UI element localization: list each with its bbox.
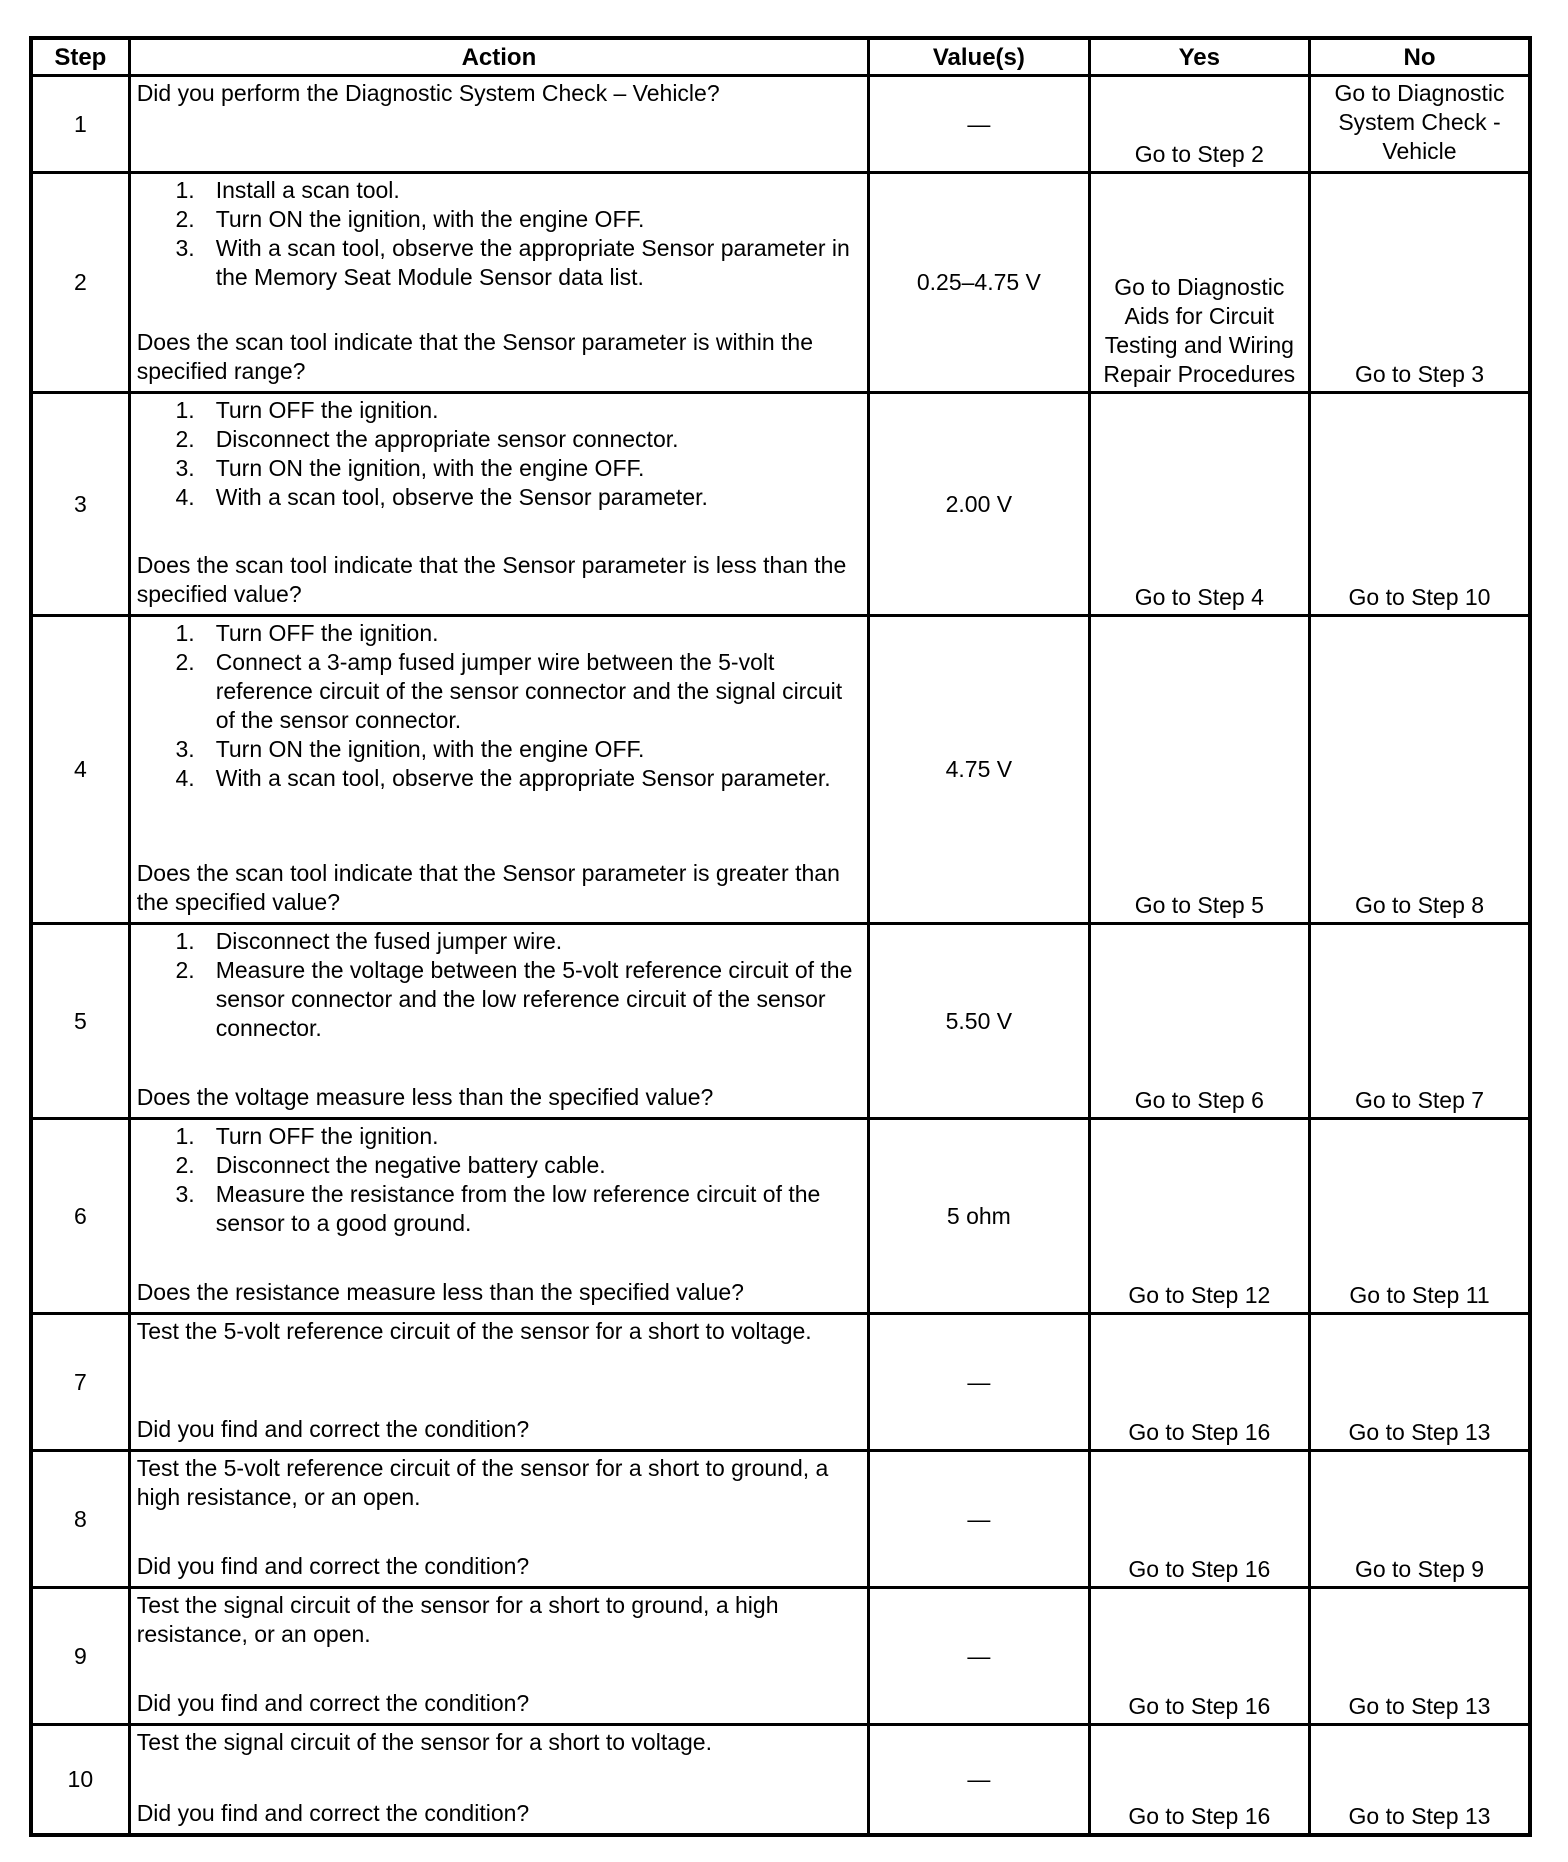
step-number: 10	[31, 1725, 129, 1835]
table-row	[31, 1725, 1530, 1835]
action-intro: Test the signal circuit of the sensor for a short to ground, a high resistance, or an open.	[136, 1592, 779, 1647]
substep-number: 3.	[175, 455, 195, 481]
header-row	[31, 38, 1530, 76]
substep-list	[137, 619, 861, 793]
substep-text: Turn OFF the ignition.	[215, 1123, 439, 1149]
substep-list	[137, 927, 861, 1043]
value-cell: —	[869, 1725, 1089, 1835]
action-question: Does the scan tool indicate that the Sensor parameter is greater than the specified value?	[136, 860, 840, 915]
no-action: Go to Step 13	[1310, 1588, 1530, 1725]
substep-item	[137, 425, 861, 454]
step-number: 8	[31, 1451, 129, 1588]
value-cell: —	[869, 1314, 1089, 1451]
value-cell: —	[869, 1451, 1089, 1588]
action-cell	[129, 924, 868, 1119]
no-action: Go to Step 13	[1310, 1725, 1530, 1835]
substep-item	[137, 1180, 861, 1238]
action-cell	[129, 1451, 868, 1588]
substep-number: 4.	[175, 765, 195, 791]
diagnostic-table	[29, 36, 1532, 1837]
table-row	[31, 1451, 1530, 1588]
table-row	[31, 924, 1530, 1119]
yes-action: Go to Step 16	[1089, 1725, 1309, 1835]
action-question: Did you find and correct the condition?	[136, 1800, 530, 1826]
yes-action: Go to Step 2	[1089, 76, 1309, 173]
table-row	[31, 1314, 1530, 1451]
no-action: Go to Diagnostic System Check - Vehicle	[1310, 76, 1530, 173]
value-cell: 2.00 V	[869, 393, 1089, 616]
action-intro: Test the signal circuit of the sensor for a short to voltage.	[136, 1729, 712, 1755]
substep-item	[137, 483, 861, 512]
table-row	[31, 616, 1530, 924]
header-values: Value(s)	[869, 38, 1089, 76]
table-row	[31, 1588, 1530, 1725]
substep-number: 1.	[175, 928, 195, 954]
yes-action: Go to Step 16	[1089, 1588, 1309, 1725]
substep-number: 1.	[175, 620, 195, 646]
substep-number: 1.	[175, 177, 195, 203]
substep-item	[137, 619, 861, 648]
value-cell: 4.75 V	[869, 616, 1089, 924]
table-row	[31, 1119, 1530, 1314]
no-action: Go to Step 9	[1310, 1451, 1530, 1588]
step-number: 6	[31, 1119, 129, 1314]
step-number: 1	[31, 76, 129, 173]
step-number: 3	[31, 393, 129, 616]
yes-action: Go to Diagnostic Aids for Circuit Testing and Wiring Repair Procedures	[1089, 173, 1309, 393]
substep-text: With a scan tool, observe the appropriate Sensor parameter in the Memory Seat Module Sensor data list.	[215, 235, 850, 290]
table-body	[31, 76, 1530, 1835]
no-action: Go to Step 8	[1310, 616, 1530, 924]
action-cell	[129, 1119, 868, 1314]
yes-action: Go to Step 12	[1089, 1119, 1309, 1314]
step-number: 4	[31, 616, 129, 924]
substep-text: Turn ON the ignition, with the engine OFF.	[215, 455, 645, 481]
action-intro: Did you perform the Diagnostic System Check – Vehicle?	[136, 80, 720, 106]
action-question: Did you find and correct the condition?	[136, 1553, 530, 1579]
table-row	[31, 76, 1530, 173]
header-yes: Yes	[1089, 38, 1309, 76]
action-intro: Test the 5-volt reference circuit of the sensor for a short to ground, a high resistance, or an open.	[136, 1455, 829, 1510]
substep-number: 1.	[175, 397, 195, 423]
substep-item	[137, 234, 861, 292]
substep-item	[137, 735, 861, 764]
substep-item	[137, 396, 861, 425]
substep-text: Disconnect the appropriate sensor connector.	[215, 426, 679, 452]
no-action: Go to Step 7	[1310, 924, 1530, 1119]
substep-number: 3.	[175, 736, 195, 762]
substep-text: With a scan tool, observe the appropriate Sensor parameter.	[215, 765, 831, 791]
substep-item	[137, 927, 861, 956]
no-action: Go to Step 3	[1310, 173, 1530, 393]
action-question: Does the voltage measure less than the specified value?	[136, 1084, 714, 1110]
substep-item	[137, 956, 861, 1043]
substep-text: Disconnect the negative battery cable.	[215, 1152, 606, 1178]
substep-item	[137, 176, 861, 205]
substep-text: Disconnect the fused jumper wire.	[215, 928, 563, 954]
yes-action: Go to Step 4	[1089, 393, 1309, 616]
action-cell	[129, 1725, 868, 1835]
substep-text: Turn OFF the ignition.	[215, 397, 439, 423]
step-number: 2	[31, 173, 129, 393]
no-action: Go to Step 11	[1310, 1119, 1530, 1314]
substep-item	[137, 1151, 861, 1180]
yes-action: Go to Step 5	[1089, 616, 1309, 924]
action-question: Does the scan tool indicate that the Sensor parameter is less than the specified value?	[136, 552, 847, 607]
header-action: Action	[129, 38, 868, 76]
no-action: Go to Step 10	[1310, 393, 1530, 616]
substep-list	[137, 176, 861, 292]
substep-text: Measure the resistance from the low reference circuit of the sensor to a good ground.	[215, 1181, 821, 1236]
substep-item	[137, 454, 861, 483]
substep-item	[137, 764, 861, 793]
substep-text: Turn OFF the ignition.	[215, 620, 439, 646]
action-question: Did you find and correct the condition?	[136, 1416, 530, 1442]
substep-text: Connect a 3-amp fused jumper wire between the 5-volt reference circuit of the sensor connector and the signal circuit of the sensor connector.	[215, 649, 843, 733]
substep-number: 2.	[175, 1152, 195, 1178]
action-cell	[129, 1314, 868, 1451]
substep-text: With a scan tool, observe the Sensor parameter.	[215, 484, 708, 510]
action-question: Did you find and correct the condition?	[136, 1690, 530, 1716]
action-question: Does the resistance measure less than the specified value?	[136, 1279, 744, 1305]
step-number: 7	[31, 1314, 129, 1451]
substep-number: 4.	[175, 484, 195, 510]
substep-text: Install a scan tool.	[215, 177, 400, 203]
action-cell	[129, 1588, 868, 1725]
action-cell	[129, 76, 868, 173]
substep-number: 3.	[175, 235, 195, 261]
substep-number: 1.	[175, 1123, 195, 1149]
substep-list	[137, 1122, 861, 1238]
header-step: Step	[31, 38, 129, 76]
action-intro: Test the 5-volt reference circuit of the sensor for a short to voltage.	[136, 1318, 812, 1344]
value-cell: 5 ohm	[869, 1119, 1089, 1314]
value-cell: —	[869, 76, 1089, 173]
header-no: No	[1310, 38, 1530, 76]
no-action: Go to Step 13	[1310, 1314, 1530, 1451]
substep-number: 3.	[175, 1181, 195, 1207]
substep-text: Turn ON the ignition, with the engine OFF.	[215, 736, 645, 762]
substep-text: Turn ON the ignition, with the engine OFF.	[215, 206, 645, 232]
substep-number: 2.	[175, 426, 195, 452]
table-row	[31, 173, 1530, 393]
substep-item	[137, 648, 861, 735]
step-number: 5	[31, 924, 129, 1119]
table-row	[31, 393, 1530, 616]
action-question: Does the scan tool indicate that the Sensor parameter is within the specified range?	[136, 329, 814, 384]
step-number: 9	[31, 1588, 129, 1725]
yes-action: Go to Step 6	[1089, 924, 1309, 1119]
value-cell: —	[869, 1588, 1089, 1725]
substep-item	[137, 1122, 861, 1151]
substep-item	[137, 205, 861, 234]
action-cell	[129, 616, 868, 924]
substep-number: 2.	[175, 957, 195, 983]
substep-text: Measure the voltage between the 5-volt reference circuit of the sensor connector and the low reference circuit of the sensor connector.	[215, 957, 853, 1041]
action-cell	[129, 173, 868, 393]
yes-action: Go to Step 16	[1089, 1314, 1309, 1451]
value-cell: 5.50 V	[869, 924, 1089, 1119]
action-cell	[129, 393, 868, 616]
yes-action: Go to Step 16	[1089, 1451, 1309, 1588]
value-cell: 0.25–4.75 V	[869, 173, 1089, 393]
substep-number: 2.	[175, 649, 195, 675]
substep-list	[137, 396, 861, 512]
substep-number: 2.	[175, 206, 195, 232]
